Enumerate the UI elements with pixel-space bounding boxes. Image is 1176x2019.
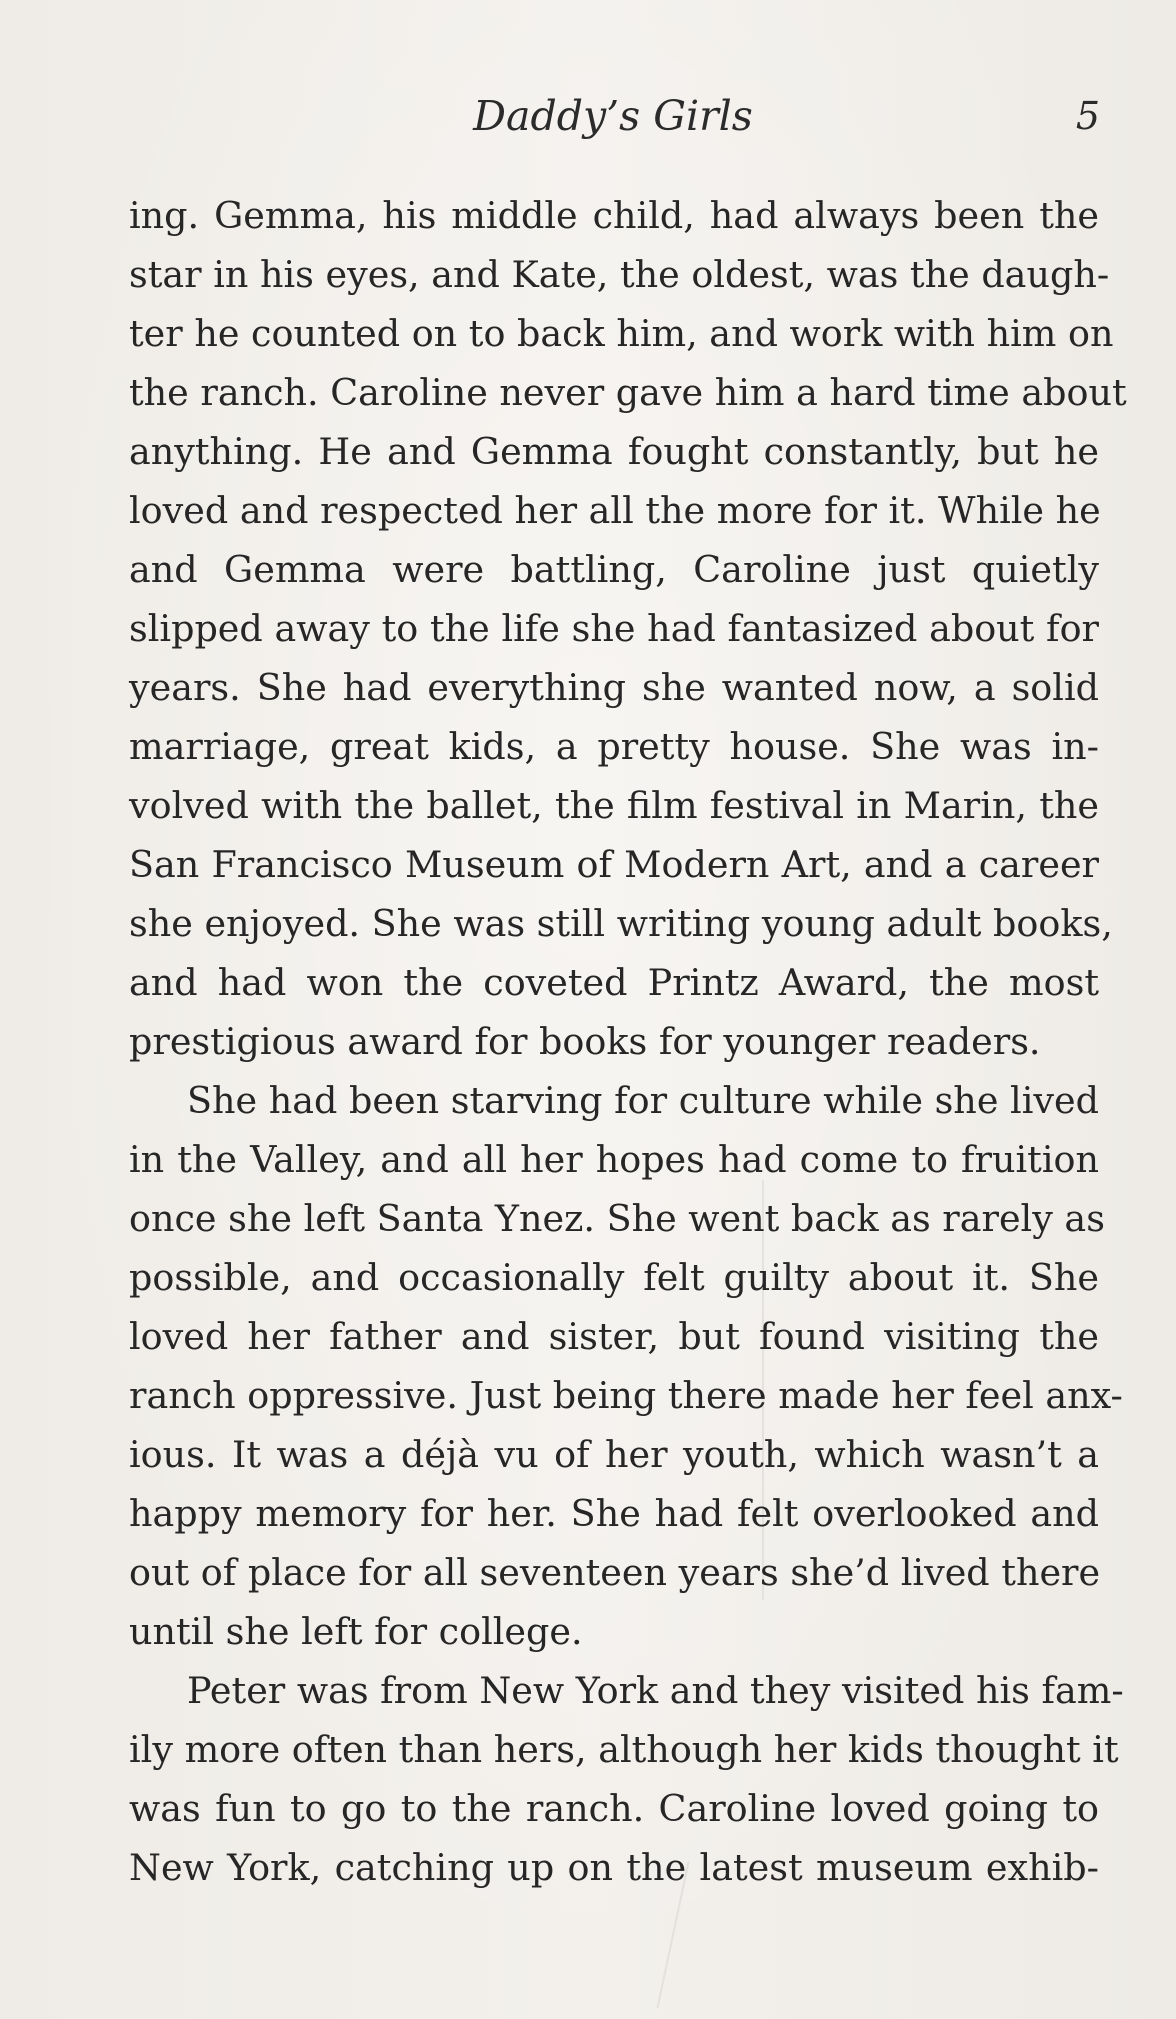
- text-line: ter he counted on to back him, and work with him on: [129, 312, 1114, 355]
- text-line: once she left Santa Ynez. She went back as rarely as: [129, 1197, 1105, 1240]
- book-title: Daddy’s Girls: [473, 92, 753, 140]
- body-text: [129, 186, 1127, 1897]
- text-line: years. She had everything she wanted now, a solid: [129, 666, 1099, 709]
- text-line: and had won the coveted Printz Award, the most: [129, 961, 1099, 1004]
- text-line: in the Valley, and all her hopes had come to fruition: [129, 1138, 1099, 1181]
- page-number: 5: [1075, 94, 1100, 138]
- text-line: San Francisco Museum of Modern Art, and a career: [129, 843, 1099, 886]
- text-line: out of place for all seventeen years she’d lived there: [129, 1551, 1101, 1594]
- text-line: until she left for college.: [129, 1610, 583, 1653]
- text-line: prestigious award for books for younger readers.: [129, 1020, 1041, 1063]
- text-line: and Gemma were battling, Caroline just quietly: [129, 548, 1099, 591]
- text-line: marriage, great kids, a pretty house. She was in-: [129, 725, 1099, 768]
- text-line: she enjoyed. She was still writing young adult books,: [129, 902, 1113, 945]
- running-head: [0, 88, 1176, 144]
- text-line: ious. It was a déjà vu of her youth, which wasn’t a: [129, 1433, 1099, 1476]
- text-line: star in his eyes, and Kate, the oldest, was the daugh-: [129, 253, 1110, 296]
- text-line: New York, catching up on the latest museum exhib-: [129, 1846, 1099, 1889]
- text-line: loved and respected her all the more for it. While he: [129, 489, 1101, 532]
- text-line: anything. He and Gemma fought constantly, but he: [129, 430, 1099, 473]
- text-line: possible, and occasionally felt guilty about it. She: [129, 1256, 1099, 1299]
- text-line: was fun to go to the ranch. Caroline loved going to: [129, 1787, 1099, 1830]
- text-line: slipped away to the life she had fantasized about for: [129, 607, 1099, 650]
- text-line: ranch oppressive. Just being there made her feel anx-: [129, 1374, 1123, 1417]
- text-line: ing. Gemma, his middle child, had always been the: [129, 194, 1099, 237]
- text-line: Peter was from New York and they visited his fam-: [187, 1669, 1124, 1712]
- text-line: ily more often than hers, although her kids thought it: [129, 1728, 1119, 1771]
- text-line: She had been starving for culture while she lived: [187, 1079, 1099, 1122]
- text-line: volved with the ballet, the film festival in Marin, the: [129, 784, 1099, 827]
- text-line: the ranch. Caroline never gave him a hard time about: [129, 371, 1127, 414]
- text-line: loved her father and sister, but found visiting the: [129, 1315, 1099, 1358]
- text-line: happy memory for her. She had felt overlooked and: [129, 1492, 1099, 1535]
